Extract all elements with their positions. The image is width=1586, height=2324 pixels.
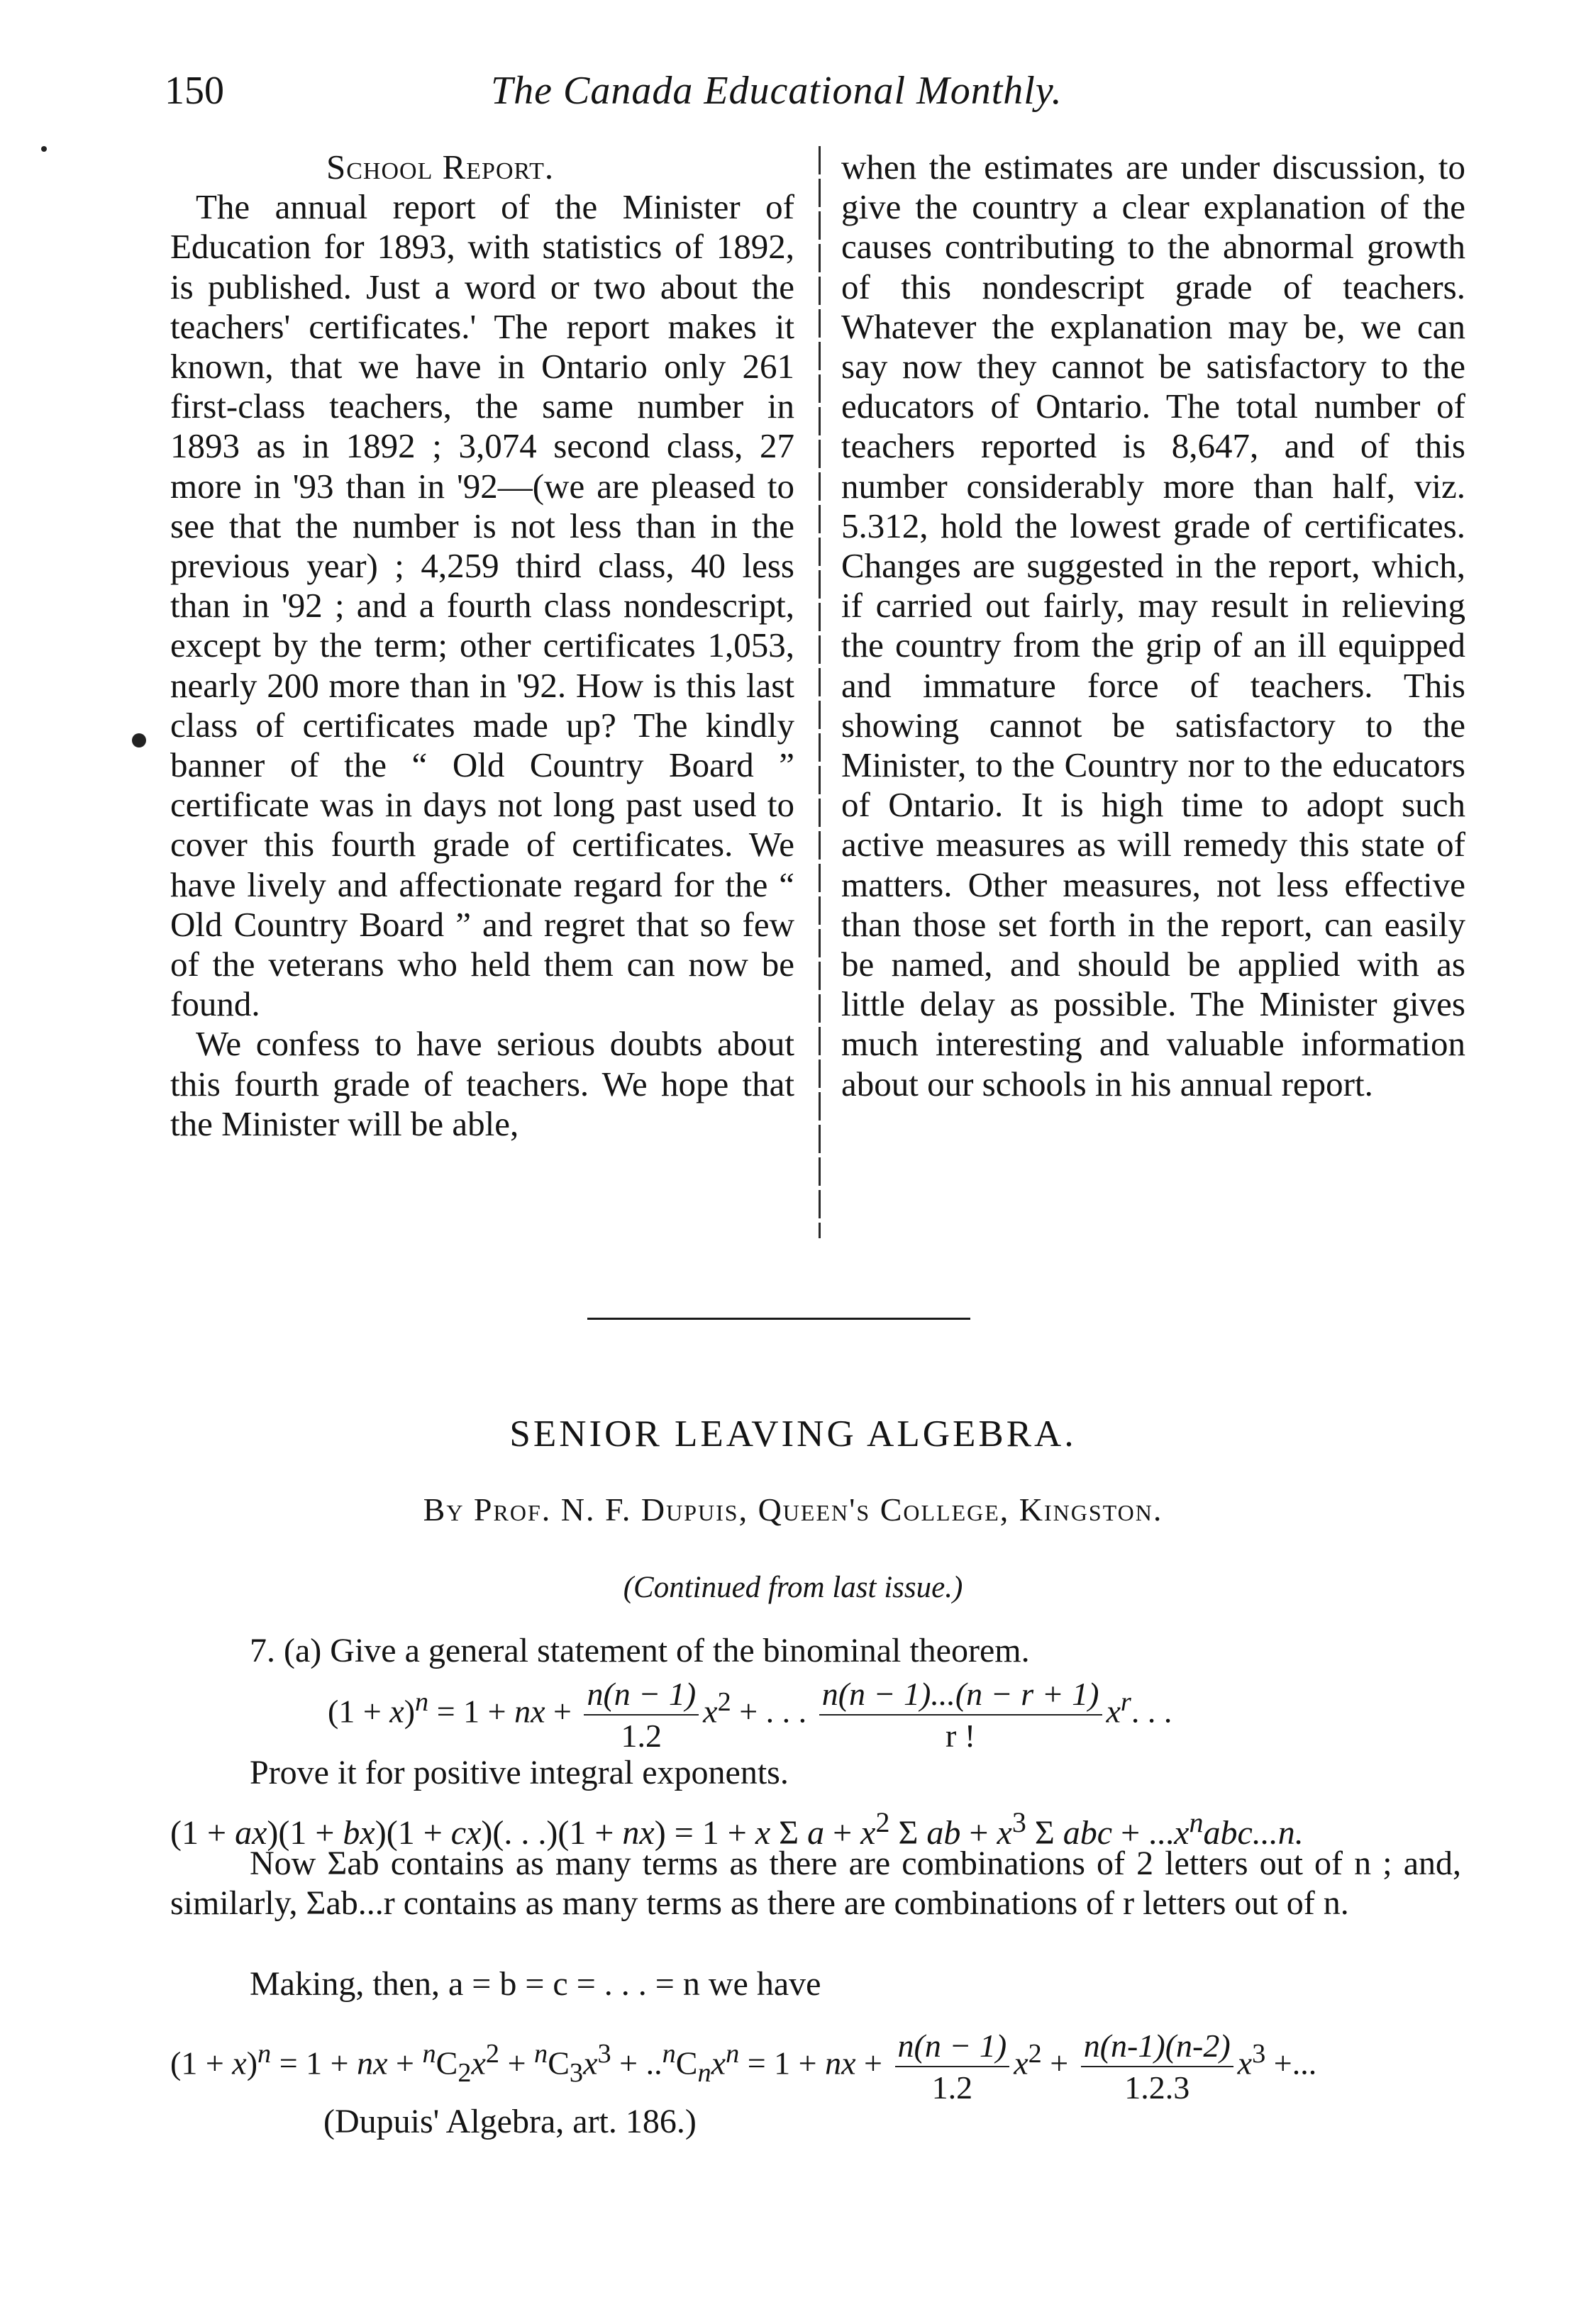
question-7a: 7. (a) Give a general statement of the binominal theorem. bbox=[250, 1632, 1030, 1669]
running-header bbox=[165, 68, 1473, 118]
school-report-paragraph: We confess to have serious doubts about this fourth grade of teachers. We hope that the Minister will be able, bbox=[170, 1024, 794, 1143]
school-report-paragraph: The annual report of the Minister of Education for 1893, with statistics of 1892, is published. Just a word or two about the teachers' certificates.' The report makes it known, that we have in Ontario only 261 first-class teachers, the same number in 1893 as in 1892 ; 3,074 second class, 27 more in '93 than in '92—(we are pleased to see that the number is not less than in the previous year) ; 4,259 third class, 40 less than in '92 ; and a fourth class nondescript, except by the term; other certificates 1,053, nearly 200 more than in '92. How is this last class of certificates made up? The kindly banner of the “ Old Country Board ” certificate was in days not long past used to cover this fourth grade of certificates. We have lively and affectionate regard for the “ Old Country Board ” and regret that so few of the veterans who held them can now be found. bbox=[170, 187, 794, 1024]
print-speck bbox=[41, 146, 47, 152]
column-divider bbox=[819, 146, 821, 1238]
page-number: 150 bbox=[165, 69, 224, 113]
school-report-heading: School Report. bbox=[326, 148, 555, 187]
prove-instruction: Prove it for positive integral exponents. bbox=[250, 1754, 789, 1791]
product-expansion: (1 + ax)(1 + bx)(1 + cx)(. . .)(1 + nx) = 1 + x Σ $a + x^2$ Σ ab + $x^3$ Σ abc + $...x^nabc...n$. bbox=[170, 1806, 1304, 1852]
article-byline: By Prof. N. F. Dupuis, Queen's College, Kingston. bbox=[423, 1491, 1163, 1528]
school-report-left-column bbox=[170, 148, 794, 1144]
section-divider bbox=[587, 1318, 970, 1320]
expansion-formula: $(1 + x)^n = 1$ + nx + $^nC_2x^2 + ^nC_3x^3 + ..^nC_nx^n = 1$ + nx + $\frac{n(n - 1)}{1.2}$ $x^2$ + $\frac{n(n-1)(n-2)}{1.2.3}$ $x^3$ +... bbox=[170, 2028, 1317, 2106]
reference-note: (Dupuis' Algebra, art. 186.) bbox=[323, 2103, 697, 2140]
journal-title: The Canada Educational Monthly. bbox=[491, 69, 1063, 113]
binomial-theorem-formula: $(1 + x)^n = 1$ + nx + $\frac{n(n - 1)}{1.2}$ $x^2$ + . . . $\frac{n(n - 1)...(n - r + 1)}{r !}$ $x^r$. . . bbox=[328, 1676, 1172, 1754]
continued-note: (Continued from last issue.) bbox=[623, 1571, 963, 1604]
print-speck bbox=[132, 733, 146, 747]
article-title: SENIOR LEAVING ALGEBRA. bbox=[509, 1413, 1077, 1455]
school-report-right-column bbox=[841, 148, 1465, 1104]
combinations-paragraph: Now Σab contains as many terms as there are combinations of 2 letters out of n ; and, similarly, Σab...r contains as many terms as there are combinations of r letters out of n. bbox=[170, 1845, 1461, 1922]
school-report-paragraph: when the estimates are under discussion, to give the country a clear explanation of the causes contributing to the abnormal growth of this nondescript grade of teachers. Whatever the explanation may be, we can say now they cannot be satisfactory to the educators of Ontario. The total number of teachers reported is 8,647, and of this number considerably more than half, viz. 5.312, hold the lowest grade of certificates. Changes are suggested in the report, which, if carried out fairly, may result in relieving the country from the grip of an ill equipped and immature force of teachers. This showing cannot be satisfactory to the Minister, to the Country nor to the educators of Ontario. It is high time to adopt such active measures as will remedy this state of matters. Other measures, not less effective than those set forth in the report, can easily be named, and should be applied with as little delay as possible. The Minister gives much interesting and valuable information about our schools in his annual report. bbox=[841, 148, 1465, 1103]
making-statement: Making, then, a = b = c = . . . = n we have bbox=[250, 1965, 821, 2003]
